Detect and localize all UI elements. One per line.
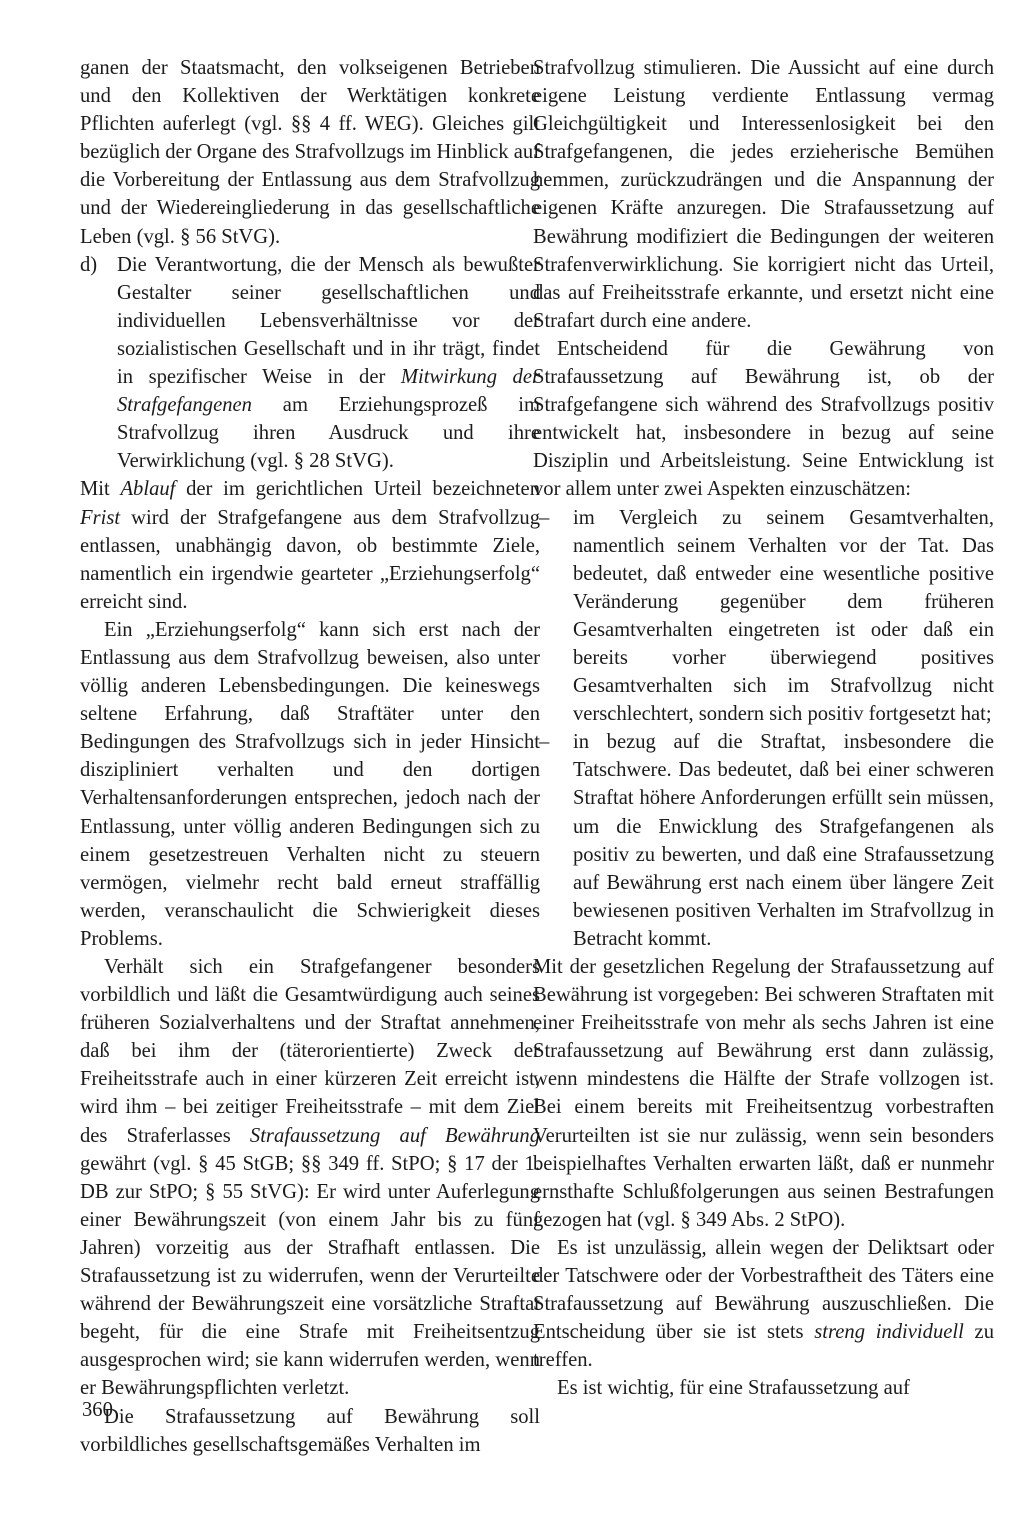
- dash-item-1-text: im Vergleich zu seinem Gesamtverhalten, namentlich seinem Verhalten vor der Tat. Das bedeutet, daß entweder eine wesentliche positive Veränderung gegenüber dem früheren Gesamtverhalten eingetreten ist oder daß ein bereits vorher überwiegend positives Gesamtverhalten sich im Strafvollzug nicht verschlechtert, sondern sich positiv fortgesetzt hat;: [573, 506, 994, 726]
- emphasis-strafaussetzung: Strafaussetzung auf Bewährung: [249, 1124, 540, 1147]
- list-item-d-emphasis: Mitwirkung der Strafgefangenen: [117, 366, 540, 417]
- paragraph-right-3: Mit der gesetzlichen Regelung der Strafaussetzung auf Bewährung ist vorgegeben: Bei schweren Straftaten mit einer Freiheitsstrafe von mehr als sechs Jahren ist eine Strafaussetzung auf Bewährung erst dann zulässig, wenn mindestens die Hälfte der Strafe vollzogen ist. Bei einem bereits mit Freiheitsentzug vorbestraften Verurteilten ist sie nur zulässig, wenn sein besonders beispielhaftes Verhalten erwarten läßt, daß er nunmehr ernsthafte Schlußfolgerungen aus seinen Bestrafungen gezogen hat (vgl. § 349 Abs. 2 StPO).: [533, 956, 994, 1231]
- list-item-d-text-1: Die Verantwortung, die der Mensch als bewußter Gestalter seiner gesellschaftlichen und individuellen Lebensverhältnisse vor der sozialistischen Gesellschaft und in ihr trägt, findet in spezifischer Weise in der: [117, 253, 540, 389]
- paragraph-left-2: [80, 475, 540, 615]
- paragraph-left-2-text-1: Mit: [80, 478, 121, 501]
- list-item-d-text-2: am Erziehungsprozeß im Strafvollzug ihren Ausdruck und ihre Verwirklichung (vgl. § 28 StVG).: [117, 394, 540, 473]
- emphasis-streng-individuell: streng individuell: [814, 1321, 964, 1344]
- paragraph-right-4-text-1: Es ist unzulässig, allein wegen der Deliktsart oder der Tatschwere oder der Vorbestraftheit des Täters eine Strafaussetzung auf Bewährung auszuschließen. Die Entscheidung über sie ist stets: [533, 1236, 994, 1344]
- paragraph-left-3: Ein „Erziehungserfolg“ kann sich erst nach der Entlassung aus dem Strafvollzug beweisen, also unter völlig anderen Lebensbedingungen. Die keineswegs seltene Erfahrung, daß Straftäter unter den Bedingungen des Strafvollzugs sich in jeder Hinsicht diszipliniert verhalten und den dortigen Verhaltensanforderungen entsprechen, jedoch nach der Entlassung, unter völlig anderen Bedingungen sich zu einem gesetzestreuen Verhalten nicht zu steuern vermögen, vielmehr recht bald erneut straffällig werden, veranschaulicht die Schwierigkeit dieses Problems.: [80, 618, 540, 950]
- paragraph-right-4-text-2: zu treffen.: [533, 1321, 994, 1372]
- paragraph-left-1: ganen der Staatsmacht, den volkseigenen Betrieben und den Kollektiven der Werktätigen konkrete Pflichten auferlegt (vgl. §§ 4 ff. WEG). Gleiches gilt bezüglich der Organe des Strafvollzugs im Hinblick auf die Vorbereitung der Entlassung aus dem Strafvollzug und der Wiedereingliederung in das gesellschaftliche Leben (vgl. § 56 StVG).: [80, 57, 540, 248]
- paragraph-right-5: Es ist wichtig, für eine Strafaussetzung auf: [557, 1377, 910, 1400]
- dash-item-2-text: in bezug auf die Straftat, insbesondere die Tatschwere. Das bedeutet, daß bei einer schweren Straftat höhere Anforderungen erfüllt sein müssen, um die Enwicklung des Strafgefangenen als positiv zu bewerten, und daß eine Strafaussetzung auf Bewährung erst nach einem über längere Zeit bewiesenen positiven Verhalten im Strafvollzug in Betracht kommt.: [573, 731, 994, 950]
- paragraph-right-2: Entscheidend für die Gewährung von Strafaussetzung auf Bewährung ist, ob der Strafgefangene sich während des Strafvollzugs positiv entwickelt hat, insbesondere in bezug auf seine Disziplin und Arbeitsleistung. Seine Entwicklung ist vor allem unter zwei Aspekten einzuschätzen:: [533, 337, 994, 501]
- paragraph-left-5: Die Strafaussetzung auf Bewährung soll vorbildliches gesellschaftsgemäßes Verhalten im: [80, 1405, 540, 1456]
- paragraph-left-2-text-2: der im gerichtlichen Urteil bezeichneten: [175, 478, 540, 501]
- dash-marker-2: –: [539, 731, 550, 754]
- list-item-d: [80, 251, 540, 476]
- dash-item-1: [533, 504, 994, 729]
- emphasis-ablauf: Ablauf: [120, 478, 176, 501]
- right-column: [533, 54, 994, 1403]
- paragraph-left-2-text-3: wird der Strafgefangene aus dem Strafvollzug entlassen, unabhängig davon, ob bestimmte Ziele, namentlich ein irgendwie gearteter „Erziehungserfolg“ erreicht sind.: [80, 506, 540, 613]
- dash-item-2: [533, 728, 994, 953]
- paragraph-right-4: [533, 1234, 994, 1374]
- paragraph-right-1: Strafvollzug stimulieren. Die Aussicht auf eine durch eigene Leistung verdiente Entlassung vermag Gleichgültigkeit und Interessenlosigkeit bei den Strafgefangenen, die jedes erzieherische Bemühen hemmen, zurückzudrängen und die Anspannung der eigenen Kräfte anzuregen. Die Strafaussetzung auf Bewährung modifiziert die Bedingungen der weiteren Strafenverwirklichung. Sie korrigiert nicht das Urteil, das auf Freiheitsstrafe erkannte, und ersetzt nicht eine Strafart durch eine andere.: [533, 57, 994, 332]
- list-marker-d: d): [80, 253, 98, 276]
- page-number: 360: [82, 1399, 113, 1421]
- paragraph-left-4-text-1: Verhält sich ein Strafgefangener besonders vorbildlich und läßt die Gesamtwürdigung auch seines früheren Sozialverhaltens und der Straftat annehmen, daß bei ihm der (täterorientierte) Zweck der Freiheitsstrafe auch in einer kürzeren Zeit erreicht ist, wird ihm – bei zeitiger Freiheitsstrafe – mit dem Ziel des Straferlasses: [80, 956, 540, 1147]
- dash-marker-1: –: [539, 506, 550, 529]
- left-column: [80, 54, 540, 1459]
- emphasis-frist: Frist: [80, 506, 121, 529]
- paragraph-left-4-text-2: gewährt (vgl. § 45 StGB; §§ 349 ff. StPO; § 17 der 1. DB zur StPO; § 55 StVG): Er wird unter Auferlegung einer Bewährungszeit (von einem Jahr bis zu fünf Jahren) vorzeitig aus der Strafhaft entlassen. Die Strafaussetzung ist zu widerrufen, wenn der Verurteilte während der Bewährungszeit eine vorsätzliche Straftat begeht, für die eine Strafe mit Freiheitsentzug ausgesprochen wird; sie kann widerrufen werden, wenn er Bewährungspflichten verletzt.: [80, 1152, 540, 1400]
- paragraph-left-4: [80, 953, 540, 1403]
